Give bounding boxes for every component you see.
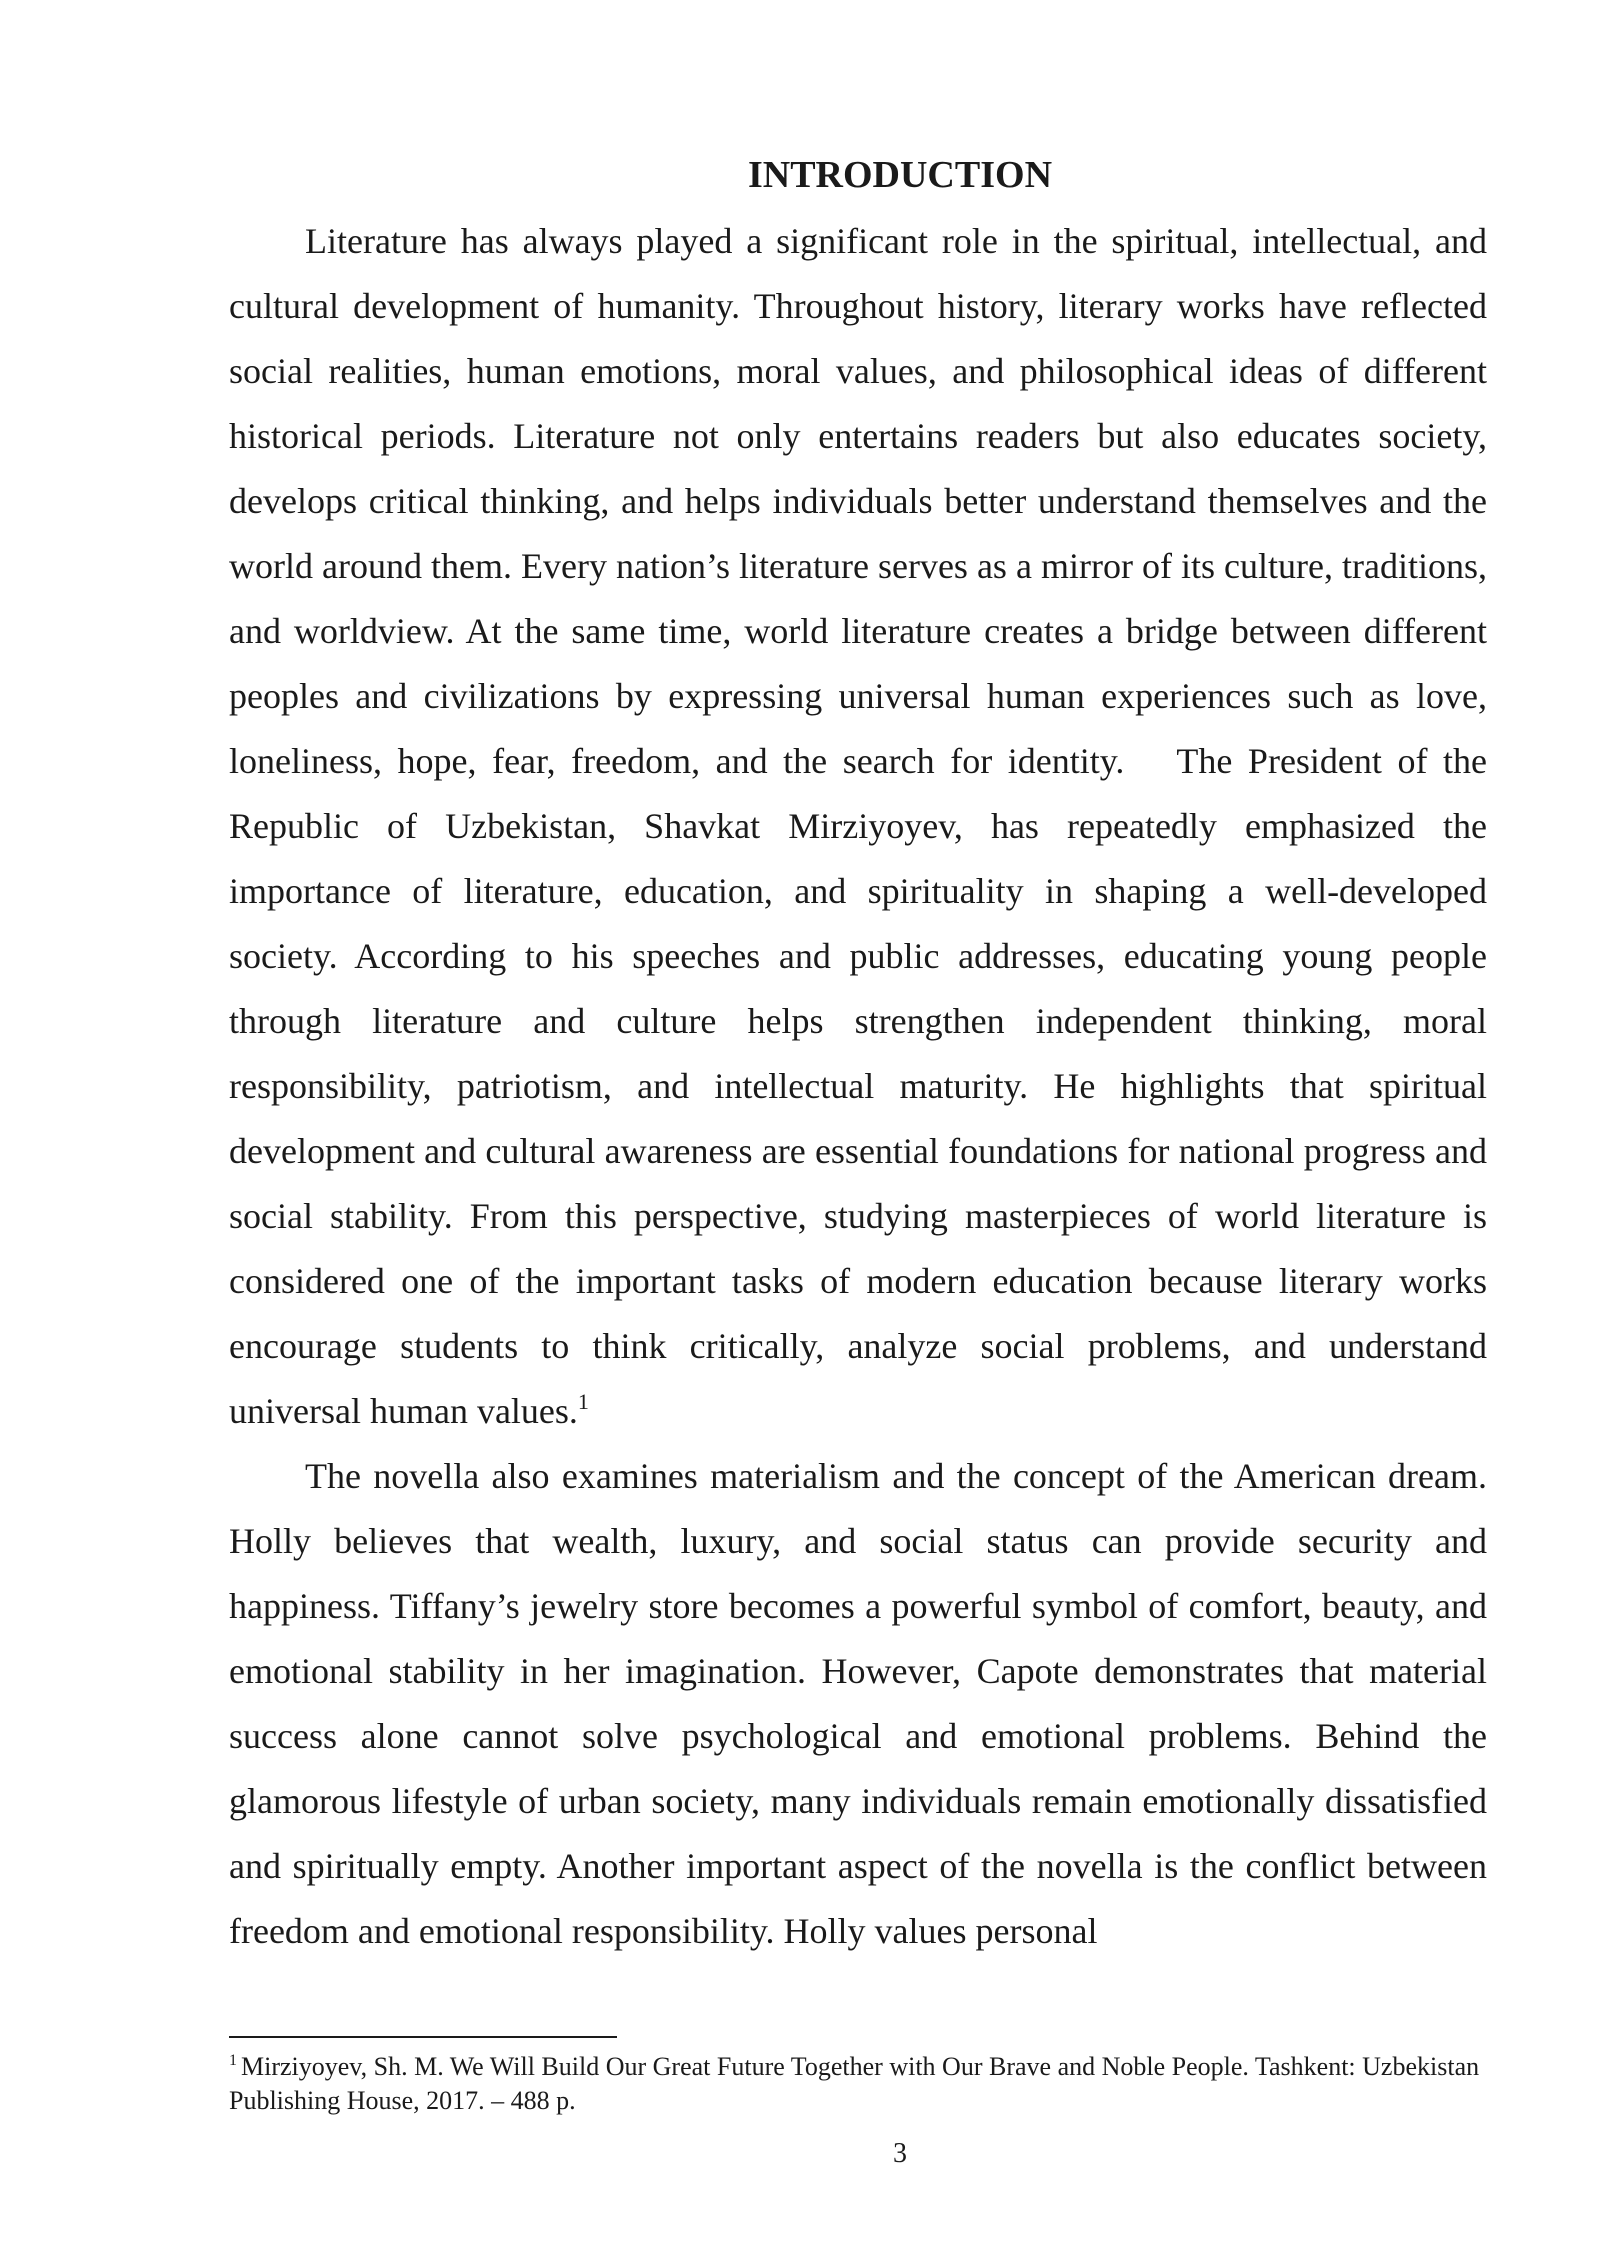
body-text [229, 209, 1487, 1964]
footnote-separator [229, 2036, 617, 2038]
section-heading: INTRODUCTION [747, 154, 1053, 196]
footnote-marker: 1 [229, 2052, 237, 2069]
paragraph-1-part-1: Literature has always played a significant role in the spiritual, intellectual, and cultural development of humanity. Throughout history, literary works have reflected social realities, human emotions, moral values, and philosophical ideas of different historical periods. Literature not only entertains readers but also educates society, develops critical thinking, and helps individuals better understand themselves and the world around them. Every nation’s literature serves as a mirror of its culture, traditions, and worldview. At the same time, world literature creates a bridge between different peoples and civilizations by expressing universal human experiences such as love, loneliness, hope, fear, freedom, and the search for identity. [229, 221, 1487, 781]
footnote [229, 2050, 1487, 2118]
paragraph-1 [229, 209, 1487, 1444]
footnote-reference[interactable]: 1 [577, 1389, 589, 1414]
footnote-text: Mirziyoyev, Sh. M. We Will Build Our Great Future Together with Our Brave and Noble People. Tashkent: Uzbekistan Publishing House, 2017. – 488 p. [229, 2052, 1480, 2115]
page-number: 3 [893, 2138, 907, 2169]
paragraph-1-part-2: The President of the Republic of Uzbekistan, Shavkat Mirziyoyev, has repeatedly emphasized the importance of literature, education, and spirituality in shaping a well-developed society. According to his speeches and public addresses, educating young people through literature and culture helps strengthen independent thinking, moral responsibility, patriotism, and intellectual maturity. He highlights that spiritual development and cultural awareness are essential foundations for national progress and social stability. From this perspective, studying masterpieces of world literature is considered one of the important tasks of modern education because literary works encourage students to think critically, analyze social problems, and understand universal human values. [229, 741, 1488, 1431]
paragraph-2: The novella also examines materialism and the concept of the American dream. Holly believes that wealth, luxury, and social status can provide security and happiness. Tiffany’s jewelry store becomes a powerful symbol of comfort, beauty, and emotional stability in her imagination. However, Capote demonstrates that material success alone cannot solve psychological and emotional problems. Behind the glamorous lifestyle of urban society, many individuals remain emotionally dissatisfied and spiritually empty. Another important aspect of the novella is the conflict between freedom and emotional responsibility. Holly values personal [229, 1456, 1487, 1951]
